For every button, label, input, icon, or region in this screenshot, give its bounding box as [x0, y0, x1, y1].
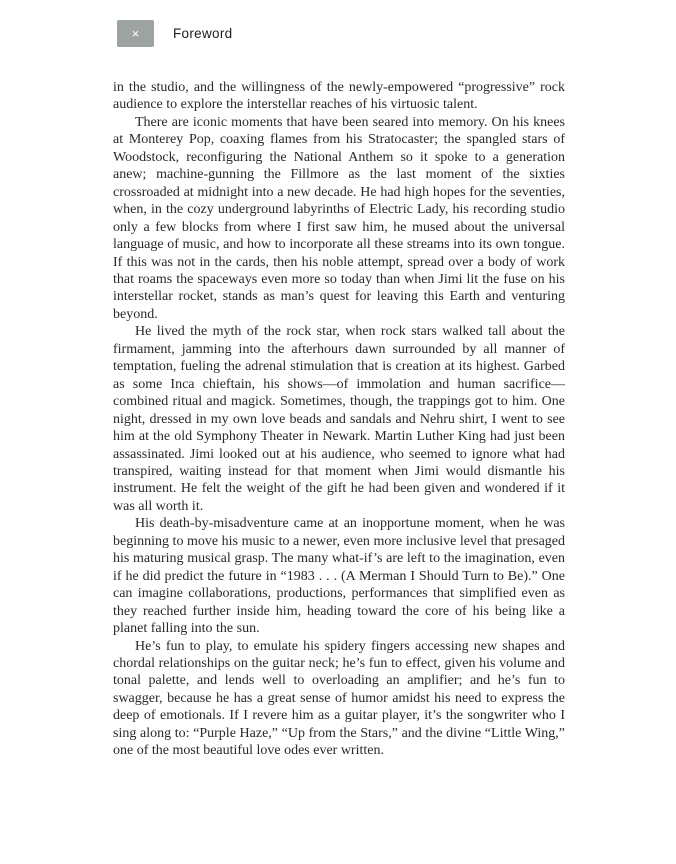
close-icon: ×	[131, 26, 140, 41]
chapter-header	[117, 20, 232, 47]
paragraph: He’s fun to play, to emulate his spidery fingers accessing new shapes and chordal relationships on the guitar neck; he’s fun to effect, given his volume and tonal palette, and lends well to overloading an amplifier; and he’s fun to swagger, because he has a great sense of humor amidst his need to express the deep of emotionals. If I revere him as a guitar player, it’s the songwriter who I sing along to: “Purple Haze,” “Up from the Stars,” and the divine “Little Wing,” one of the most beautiful love odes ever written.	[113, 638, 565, 759]
close-button[interactable]	[117, 20, 154, 47]
paragraph: in the studio, and the willingness of the newly-empowered “progressive” rock audience to explore the interstellar reaches of his virtuosic talent.	[113, 80, 565, 113]
paragraph: His death-by-misadventure came at an inopportune moment, when he was beginning to move his music to a newer, even more inclusive level that presaged his maturing musical grasp. The many what-if’s are left to the imagination, even if he did predict the future in “1983 . . . (A Merman I Should Turn to Be).” One can imagine collaborations, productions, performances that simplified even as they reached further inside him, heading toward the core of his being like a planet falling into the sun.	[113, 516, 565, 637]
foreword-text	[113, 79, 565, 760]
paragraph: He lived the myth of the rock star, when rock stars walked tall about the firmament, jamming into the afterhours dawn surrounded by all manner of temptation, fueling the adrenal stimulation that is creation at its highest. Garbed as some Inca chieftain, his shows—of immolation and human sacrifice—combined ritual and magick. Sometimes, though, the trappings got to him. One night, dressed in my own love beads and sandals and Nehru shirt, I went to see him at the old Symphony Theater in Newark. Martin Luther King had just been assassinated. Jimi looked out at his audience, who seemed to ignore what had transpired, waiting instead for that moment when Jimi would dismantle his instrument. He felt the weight of the gift he had been given and wondered if it was all worth it.	[113, 324, 565, 514]
paragraph: There are iconic moments that have been seared into memory. On his knees at Monterey Pop, coaxing flames from his Stratocaster; the spangled stars of Woodstock, reconfiguring the National Anthem so it spoke to a generation anew; machine-gunning the Fillmore as the last moment of the sixties crossroaded at midnight into a new decade. He had high hopes for the seventies, when, in the cozy underground labyrinths of Electric Lady, his recording studio only a few blocks from where I first saw him, he mused about the universal language of music, and how to incorporate all these streams into its own tongue. If this was not in the cards, then his noble attempt, spread over a body of work that roams the spaceways even more so today than when Jimi lit the fuse on his interstellar rocket, stands as man’s quest for leaving this Earth and venturing beyond.	[113, 114, 565, 322]
page-title: Foreword	[173, 26, 233, 41]
